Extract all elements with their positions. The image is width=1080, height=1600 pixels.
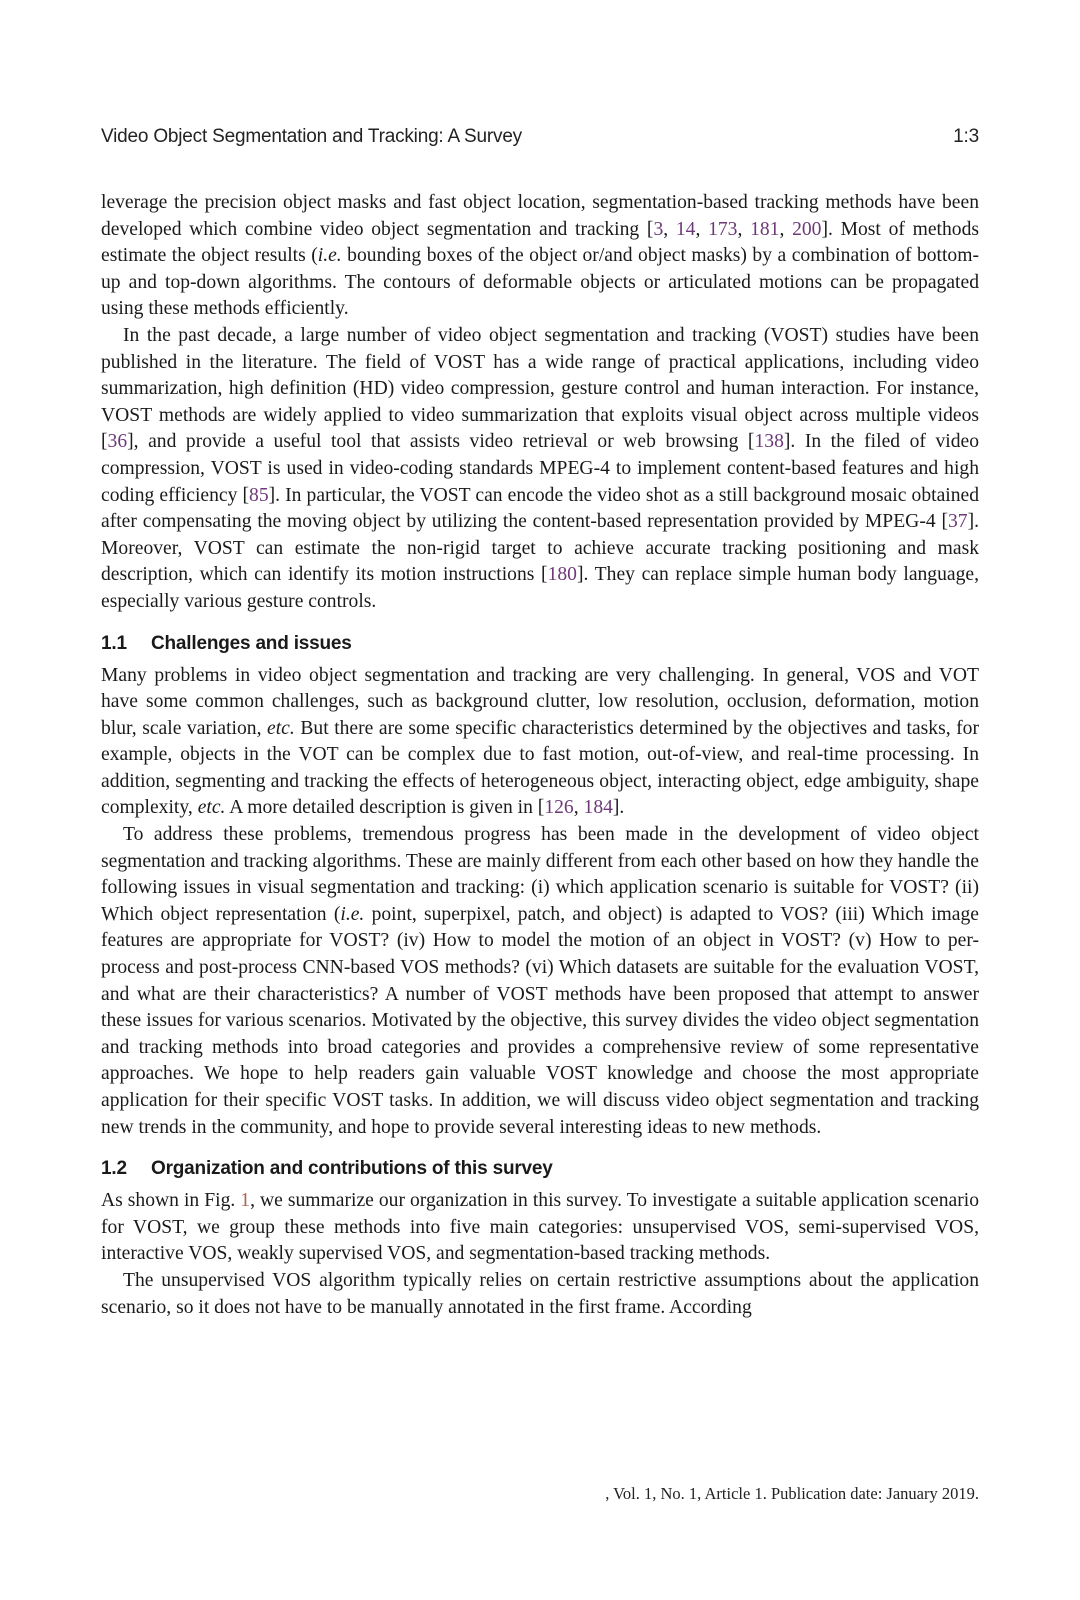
text-run: ]. In particular, the VOST can encode the video shot as a still background mosaic obtained after compensating the moving object by utilizing the content-based representation provided by MPEG-4 [ xyxy=(101,484,979,533)
text-run: point, superpixel, patch, and object) is adapted to VOS? (iii) Which image features are appropriate for VOST? (iv) How to model the motion of an object in VOST? (v) How to per-process and post-process CNN-based VOS methods? (vi) Which datasets are suitable for the evaluation VOST, and what are their characteristics? A number of VOST methods have been proposed that attempt to answer these issues for various scenarios. Motivated by the objective, this survey divides the video object segmentation and tracking methods into broad categories and provides a comprehensive review of some representative approaches. We hope to help readers gain valuable VOST knowledge and choose the most appropriate application for their specific VOST tasks. In addition, we will discuss video object segmentation and tracking new trends in the community, and hope to provide several interesting ideas to new methods. xyxy=(101,903,979,1138)
text-run: , xyxy=(695,218,709,240)
text-run: bounding boxes of the object or/and object masks) by a combination of bottom-up and top-down algorithms. The contours of deformable objects or articulated motions can be propagated using these methods efficiently. xyxy=(101,245,979,320)
text-run: Many problems in video object segmentation and tracking are very challenging. In general, VOS and VOT have some common challenges, such as background clutter, low resolution, occlusion, deformation, motion blur, scale variation, xyxy=(101,664,979,739)
paragraph xyxy=(101,822,979,1141)
text-run: ]. xyxy=(612,797,625,819)
page-footer: , Vol. 1, No. 1, Article 1. Publication date: January 2019. xyxy=(605,1484,979,1503)
text-run: , we summarize our organization in this survey. To investigate a suitable application scenario for VOST, we group these methods into five main categories: unsupervised VOS, semi-supervised VOS, interactive VOS, weakly supervised VOS, and segmentation-based tracking methods. xyxy=(101,1190,980,1265)
citation-link[interactable]: 173 xyxy=(708,218,738,240)
text-run: In the past decade, a large number of video object segmentation and tracking (VOST) studies have been published in the literature. The field of VOST has a wide range of practical applications, including video summarization, high definition (HD) video compression, gesture control and human interaction. For instance, VOST methods are widely applied to video summarization that exploits visual object across multiple videos [ xyxy=(101,324,979,453)
citation-link[interactable]: 184 xyxy=(583,797,613,819)
section-title: Challenges and issues xyxy=(151,632,352,654)
text-run: , xyxy=(779,218,793,240)
text-run: ]. Most of methods estimate the object results ( xyxy=(101,218,980,267)
citation-link[interactable]: 180 xyxy=(547,564,577,586)
paragraph xyxy=(101,663,979,823)
citation-link[interactable]: 126 xyxy=(544,797,574,819)
figure-reference-link[interactable]: 1 xyxy=(240,1190,251,1212)
body-text xyxy=(101,190,979,1321)
page-number: 1:3 xyxy=(953,126,979,147)
paragraph xyxy=(101,1268,979,1321)
citation-link[interactable]: 85 xyxy=(249,484,269,506)
citation-link[interactable]: 36 xyxy=(107,431,128,453)
text-run: But there are some specific characteristics determined by the objectives and tasks, for example, objects in the VOT can be complex due to fast motion, out-of-view, and real-time processing. In addition, segmenting and tracking the effects of heterogeneous object, interacting object, edge ambiguity, shape complexity, xyxy=(101,717,979,819)
citation-link[interactable]: 14 xyxy=(675,218,696,240)
section-heading-1-1 xyxy=(101,631,979,657)
section-title: Organization and contributions of this survey xyxy=(151,1158,553,1180)
section-number: 1.1 xyxy=(101,632,127,654)
italic-text: i.e. xyxy=(317,245,342,267)
text-run: To address these problems, tremendous progress has been made in the development of video object segmentation and tracking algorithms. These are mainly different from each other based on how they handle the following issues in visual segmentation and tracking: (i) which application scenario is suitable for VOST? (ii) Which object representation ( xyxy=(101,824,979,925)
text-run: ], and provide a useful tool that assists video retrieval or web browsing [ xyxy=(127,431,755,453)
italic-text: etc. xyxy=(267,717,295,739)
citation-link[interactable]: 138 xyxy=(754,431,784,453)
text-run: , xyxy=(663,218,676,240)
text-run: , xyxy=(573,797,584,819)
text-run: A more detailed description is given in [ xyxy=(225,797,545,819)
section-number: 1.2 xyxy=(101,1158,127,1180)
paragraph xyxy=(101,190,979,323)
text-run: leverage the precision object masks and fast object location, segmentation-based tracking methods have been developed which combine video object segmentation and tracking [ xyxy=(101,192,979,240)
citation-link[interactable]: 37 xyxy=(947,511,968,533)
citation-link[interactable]: 3 xyxy=(653,218,664,240)
italic-text: i.e. xyxy=(340,903,365,925)
citation-link[interactable]: 200 xyxy=(792,218,822,240)
paragraph xyxy=(101,1188,979,1268)
text-run: The unsupervised VOS algorithm typically relies on certain restrictive assumptions about the application scenario, so it does not have to be manually annotated in the first frame. According xyxy=(101,1269,979,1318)
paragraph xyxy=(101,323,979,616)
running-header xyxy=(101,126,979,148)
italic-text: etc. xyxy=(197,797,226,819)
text-run: , xyxy=(737,218,751,240)
text-run: ]. In the filed of video compression, VOST is used in video-coding standards MPEG-4 to implement content-based features and high coding efficiency [ xyxy=(101,431,980,506)
text-run: ]. They can replace simple human body language, especially various gesture controls. xyxy=(101,564,979,612)
running-title: Video Object Segmentation and Tracking: A Survey xyxy=(101,126,522,147)
text-run: As shown in Fig. xyxy=(101,1190,241,1212)
text-run: ]. Moreover, VOST can estimate the non-rigid target to achieve accurate tracking positioning and mask description, which can identify its motion instructions [ xyxy=(101,511,979,586)
citation-link[interactable]: 181 xyxy=(750,218,780,240)
section-heading-1-2 xyxy=(101,1156,979,1182)
